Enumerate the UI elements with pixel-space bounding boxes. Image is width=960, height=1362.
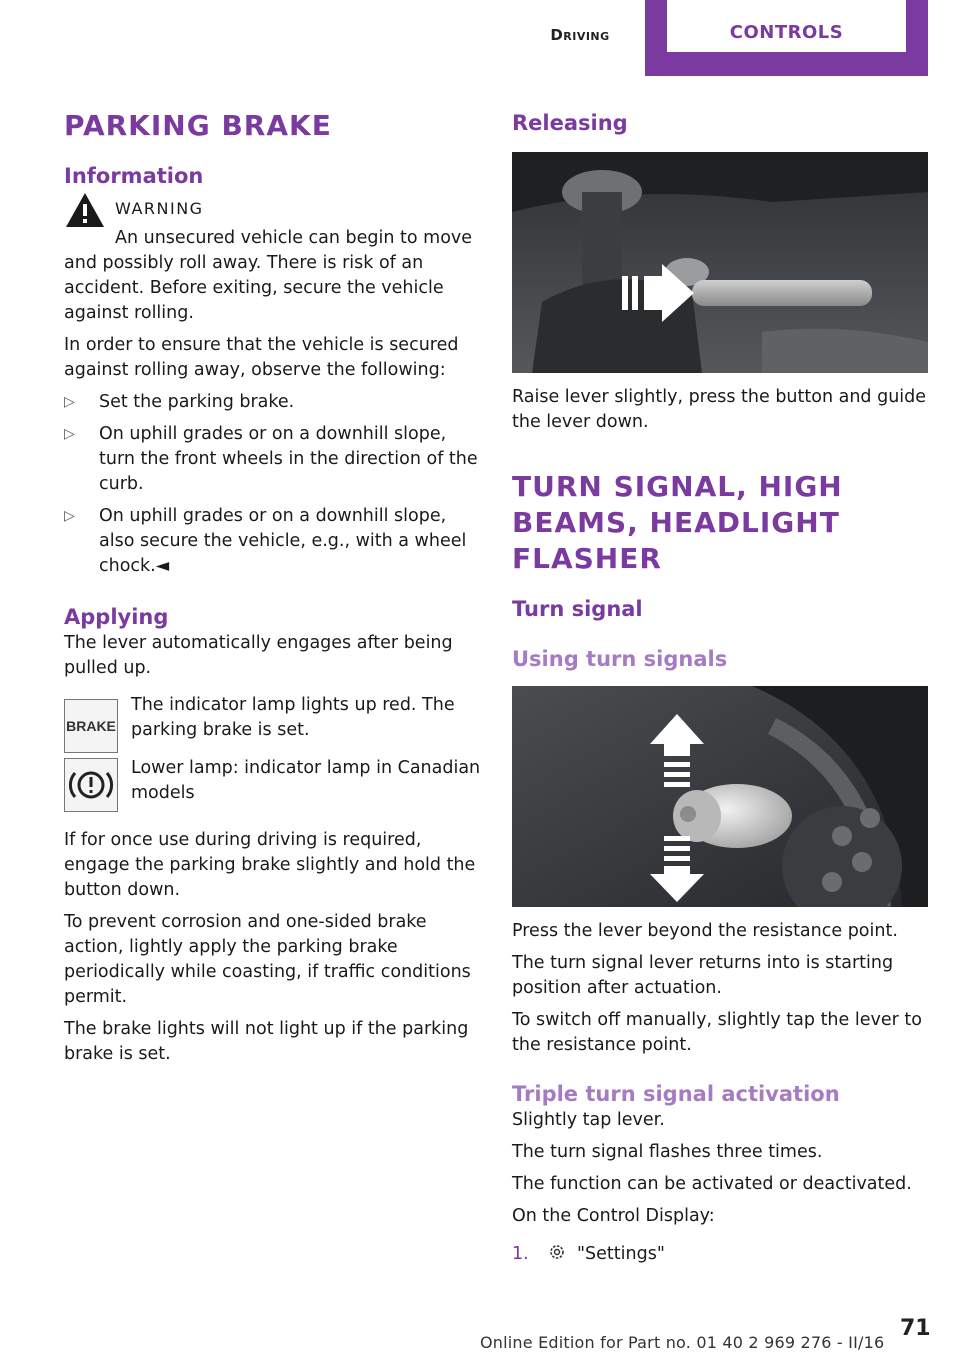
warning-text: An unsecured vehicle can begin to move and possibly roll away. There is risk of an accident. Before exiting, secure the vehicle against rolling. <box>64 228 473 323</box>
turn-signal-lever-photo <box>512 686 928 907</box>
paragraph: If for once use during driving is required, engage the parking brake slightly and hold the button down. <box>64 830 476 900</box>
turn-signal-heading: Turn signal <box>512 597 643 621</box>
turn-signal-title: TURN SIGNAL, HIGH BEAMS, HEADLIGHT FLASHER <box>512 470 843 575</box>
lamp2-text: Lower lamp: indicator lamp in Canadian models <box>131 758 481 803</box>
warning-label: WARNING <box>115 199 204 218</box>
warning-block <box>64 196 482 221</box>
intro-text: In order to ensure that the vehicle is secured against rolling away, observe the following: <box>64 335 459 380</box>
lamp1-text: The indicator lamp lights up red. The parking brake is set. <box>131 695 455 740</box>
using-turn-signals-heading: Using turn signals <box>512 647 728 671</box>
canadian-lamp-row <box>64 756 482 812</box>
warning-triangle-icon <box>64 190 106 234</box>
triple-text-4: On the Control Display: <box>512 1206 715 1226</box>
paragraph: The brake lights will not light up if the parking brake is set. <box>64 1019 469 1064</box>
parking-brake-lever-photo <box>512 152 928 373</box>
left-column <box>64 108 482 1067</box>
releasing-text: Raise lever slightly, press the button and guide the lever down. <box>512 387 927 432</box>
page-number: 71 <box>900 1316 931 1341</box>
precaution-list <box>64 390 482 579</box>
svg-text:BRAKE: BRAKE <box>66 718 116 734</box>
brake-lamp-row <box>64 693 482 749</box>
releasing-heading: Releasing <box>512 111 628 135</box>
section-label: Driving <box>550 26 610 44</box>
brake-lamp-icon <box>64 699 118 753</box>
triple-turn-signal-heading: Triple turn signal activation <box>512 1082 840 1106</box>
list-item: ▷ Set the parking brake. <box>64 390 482 415</box>
applying-text: The lever automatically engages after being pulled up. <box>64 633 453 678</box>
using-text-3: To switch off manually, slightly tap the lever to the resistance point. <box>512 1010 922 1055</box>
triple-text-3: The function can be activated or deactivated. <box>512 1174 912 1194</box>
applying-heading: Applying <box>64 605 169 629</box>
parking-brake-circle-icon <box>64 758 118 812</box>
step-text: "Settings" <box>577 1244 665 1264</box>
triple-text-1: Slightly tap lever. <box>512 1110 665 1130</box>
information-heading: Information <box>64 164 204 188</box>
step-item <box>512 1242 928 1270</box>
using-text-2: The turn signal lever returns into is starting position after actuation. <box>512 953 894 998</box>
triple-text-2: The turn signal flashes three times. <box>512 1142 823 1162</box>
settings-gear-icon <box>547 1242 567 1270</box>
triangle-bullet-icon: ▷ <box>64 508 75 524</box>
section-tab-label: CONTROLS <box>667 0 906 52</box>
list-item: ▷ On uphill grades or on a downhill slope, turn the front wheels in the direction of the curb. <box>64 424 478 494</box>
triangle-bullet-icon: ▷ <box>64 394 75 410</box>
paragraph: To prevent corrosion and one-sided brake action, lightly apply the parking brake periodically while coasting, if traffic conditions permit. <box>64 912 471 1007</box>
triangle-bullet-icon: ▷ <box>64 426 75 442</box>
list-item: ▷ On uphill grades or on a downhill slope, also secure the vehicle, e.g., with a wheel chock.◄ <box>64 506 467 576</box>
edition-footer: Online Edition for Part no. 01 40 2 969 276 - II/16 <box>480 1333 885 1352</box>
step-number: 1. <box>512 1244 529 1264</box>
using-text-1: Press the lever beyond the resistance point. <box>512 921 898 941</box>
right-column <box>512 108 928 1270</box>
page-title: PARKING BRAKE <box>64 109 332 142</box>
section-tab <box>645 0 928 76</box>
